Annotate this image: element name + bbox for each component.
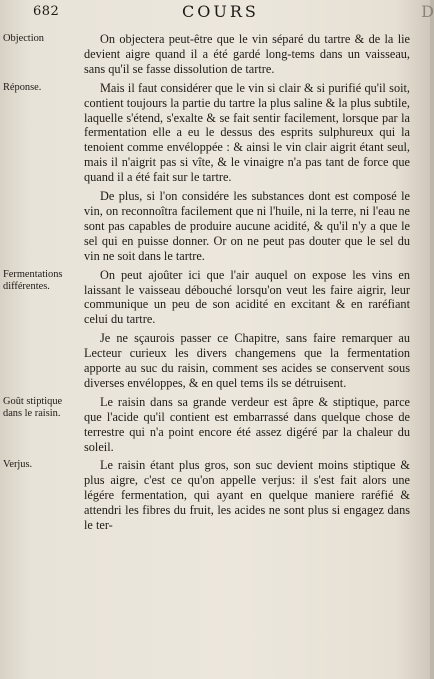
running-title: COURS xyxy=(182,2,259,21)
page-header xyxy=(0,0,434,26)
margin-note: Goût stiptique dans le raisin. xyxy=(3,395,63,420)
paragraph-text: De plus, si l'on considére les substances dont est composé le vin, on reconnoîtra facilement que ni l'huile, ni la terre, ni l'eau ne sont pas capables de produire aucune acidité, & qu'il n'y a que le sel qui en puisse donner. Or on ne peut pas douter que le sel du vin ne soit dans le tartre. xyxy=(84,189,410,263)
paragraph-reponse xyxy=(0,81,430,185)
page-body xyxy=(0,32,430,533)
paragraph-text: On peut ajoûter ici que l'air auquel on expose les vins en laissant le vaisseau débouché lorsqu'on veut les faire aigrir, leur communique un peu de son acidité en excitant & en raréfiant celui du tartre. xyxy=(84,267,410,327)
facing-page-bleed-letter: D xyxy=(421,2,434,21)
paragraph-objection xyxy=(0,32,430,77)
paragraph-de-plus xyxy=(0,189,430,264)
paragraph-text: Je ne sçaurois passer ce Chapitre, sans faire remarquer au Lecteur curieux les divers changemens que la fermentation apporte au suc du raisin, comment ses acides se conservent sous diverses envéloppes, & en quel tems ils se détruisent. xyxy=(84,331,410,390)
paragraph-text: Le raisin dans sa grande verdeur est âpre & stiptique, parce que l'acide qu'il contient est embarrassé dans quelque chose de terrestre qui n'a point encore été assez digéré par la chaleur du soleil. xyxy=(84,394,410,454)
paragraph-text: Le raisin étant plus gros, son suc devient moins stiptique & plus aigre, c'est ce qu'on appelle verjus: il s'est fait alors une légére fermentation, qui ayant en quelque maniere raréfié & attendri les fibres du fruit, les acides ne sont plus si engagez dans le ter- xyxy=(84,458,410,533)
paragraph-text: Mais il faut considérer que le vin si clair & si purifié qu'il soit, contient toujours la partie du tartre la plus saline & la plus subtile, laquelle s'étend, s'exalte & se fait sentir facilement, lorsque par la fermentation elle a eu le dessus des esprits sulphureux qui la tenoient comme envéloppée : & ainsi le vin clair aigrit étant seul, mais il n'aigrit pas si vîte, & le vinaigre n'a pas tant de force que quand il a été fait sur le tartre. xyxy=(84,80,410,185)
margin-note: Objection xyxy=(3,33,44,44)
paragraph-verjus xyxy=(0,458,430,533)
margin-note: Réponse. xyxy=(3,81,42,93)
margin-note: Fermentations différentes. xyxy=(3,268,63,293)
margin-note: Verjus. xyxy=(3,459,33,471)
paragraph-fermentations xyxy=(0,268,430,328)
paragraph-text: On objectera peut-être que le vin séparé du tartre & de la lie devient aigre quand il a été gardé long-tems dans un vaisseau, sans qu'il se fasse dissolution de tartre. xyxy=(84,32,410,76)
paragraph-chapitre xyxy=(0,331,430,391)
paragraph-gout-stiptique xyxy=(0,395,430,455)
page-number: 682 xyxy=(33,4,60,19)
